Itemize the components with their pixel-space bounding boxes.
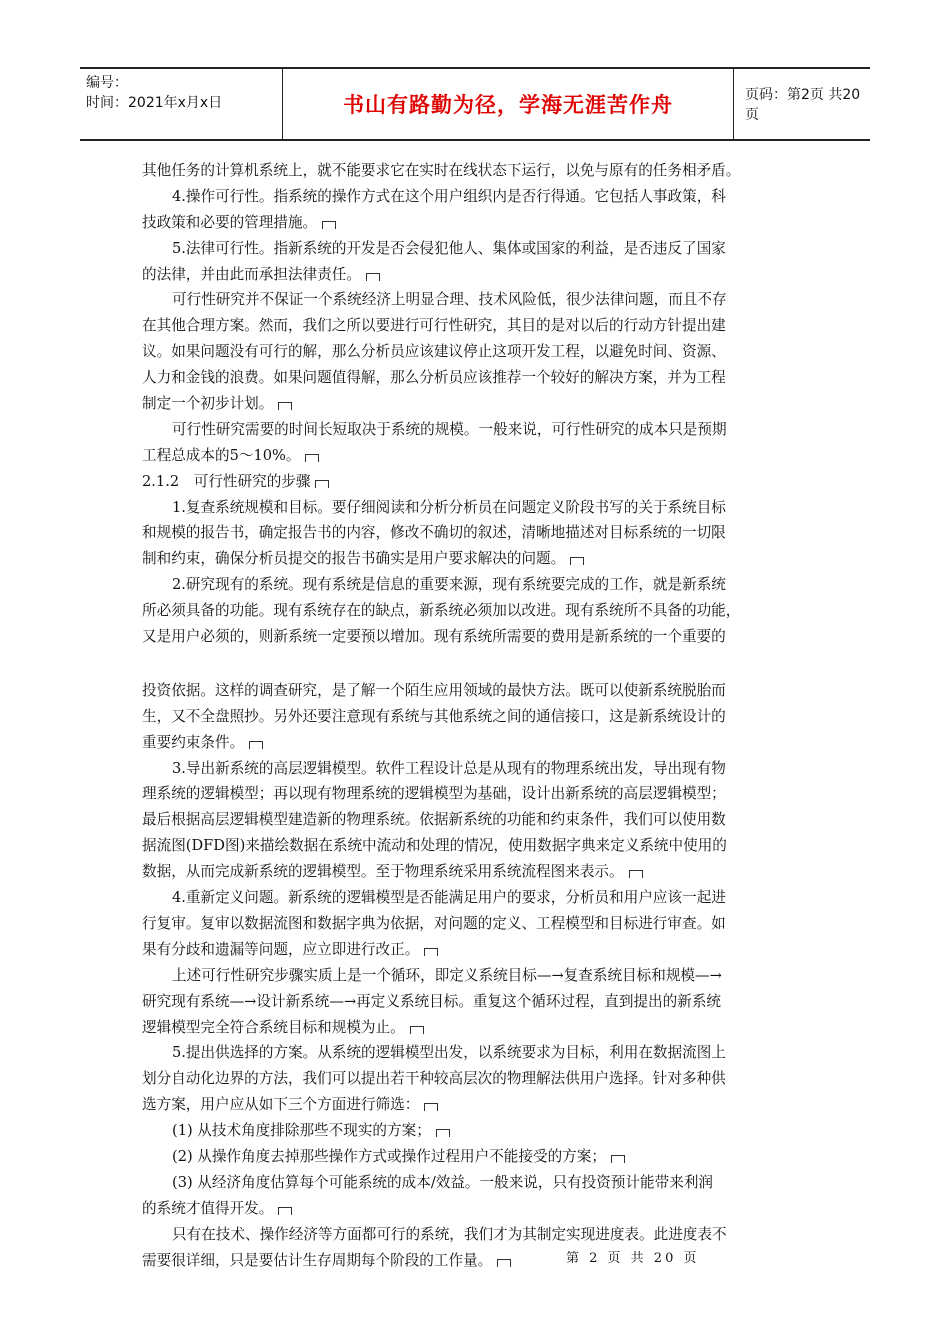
document-body (142, 158, 814, 1273)
text-line: 重要约束条件。 (142, 730, 814, 756)
paragraph-mark-icon (366, 273, 380, 281)
text-line: 只有在技术、操作经济等方面都可行的系统，我们才为其制定实现进度表。此进度表不 (172, 1225, 727, 1243)
blank-gap (142, 650, 814, 678)
text-line: 议。如果问题没有可行的解，那么分析员应该建议停止这项开发工程，以避免时间、资源、 (142, 343, 726, 361)
text-line: 4.操作可行性。指系统的操作方式在这个用户组织内是否行得通。它包括人事政策，科 (172, 187, 726, 205)
text-line: 行复审。复审以数据流图和数据字典为依据，对问题的定义、工程模型和目标进行审查。如 (142, 914, 726, 932)
paragraph-mark-icon (629, 870, 643, 878)
text-line: 在其他合理方案。然而，我们之所以要进行可行性研究，其目的是对以后的行动方针提出建 (142, 317, 726, 335)
list-item: (3) 从经济角度估算每个可能系统的成本/效益。一般来说，只有投资预计能带来利润 (172, 1173, 714, 1191)
text-line: 其他任务的计算机系统上，就不能要求它在实时在线状态下运行，以免与原有的任务相矛盾。 (142, 162, 741, 179)
text-line: 生，又不全盘照抄。另外还要注意现有系统与其他系统之间的通信接口，这是新系统设计的 (142, 707, 726, 725)
text-line: 上述可行性研究步骤实质上是一个循环，即定义系统目标—→复查系统目标和规模—→ (172, 966, 722, 984)
text-line: 需要很详细，只是要估计生存周期每个阶段的工作量。 (142, 1248, 814, 1274)
paragraph-mark-icon (611, 1155, 625, 1163)
text-line: 选方案，用户应从如下三个方面进行筛选： (142, 1092, 814, 1118)
paragraph-mark-icon (436, 1129, 450, 1137)
header-info-cell (80, 69, 283, 139)
text-line: 理系统的逻辑模型；再以现有物理系统的逻辑模型为基础，设计出新系统的高层逻辑模型； (142, 785, 726, 803)
text-line: 数据，从而完成新系统的逻辑模型。至于物理系统采用系统流程图来表示。 (142, 859, 814, 885)
text-line: 制和约束，确保分析员提交的报告书确实是用户要求解决的问题。 (142, 546, 814, 572)
text-line: 据流图(DFD图)来描绘数据在系统中流动和处理的情况，使用数据字典来定义系统中使用的 (142, 837, 727, 855)
text-line: 研究现有系统—→设计新系统—→再定义系统目标。重复这个循环过程，直到提出的新系统 (142, 992, 722, 1010)
motto-text: 书山有路勤为径，学海无涯苦作舟 (343, 93, 673, 117)
paragraph-mark-icon (570, 557, 584, 565)
text-line: 工程总成本的5～10%。 (142, 443, 814, 469)
paragraph-mark-icon (410, 1026, 424, 1034)
paragraph-mark-icon (497, 1259, 511, 1267)
text-line: 3.导出新系统的高层逻辑模型。软件工程设计总是从现有的物理系统出发，导出现有物 (172, 759, 726, 777)
text-line: 可行性研究并不保证一个系统经济上明显合理、技术风险低，很少法律问题，而且不存 (172, 291, 727, 309)
date-label: 时间：2021年x月x日 (86, 95, 223, 111)
text-line: 的法律，并由此而承担法律责任。 (142, 262, 814, 288)
text-line: 最后根据高层逻辑模型建造新的物理系统。依据新系统的功能和约束条件，我们可以使用数 (142, 811, 726, 829)
text-line: 制定一个初步计划。 (142, 391, 814, 417)
text-line: 的系统才值得开发。 (142, 1196, 814, 1222)
text-line: 1.复查系统规模和目标。要仔细阅读和分析分析员在问题定义阶段书写的关于系统目标 (172, 498, 726, 516)
paragraph-mark-icon (424, 1103, 438, 1111)
paragraph-mark-icon (278, 1207, 292, 1215)
page-footer: 第 2 页 共 20 页 (566, 1251, 700, 1266)
text-line: 逻辑模型完全符合系统目标和规模为止。 (142, 1015, 814, 1041)
text-line: 划分自动化边界的方法，我们可以提出若干种较高层次的物理解法供用户选择。针对多种供 (142, 1070, 726, 1088)
text-line: 人力和金钱的浪费。如果问题值得解，那么分析员应该推荐一个较好的解决方案，并为工程 (142, 369, 726, 387)
text-line: 可行性研究需要的时间长短取决于系统的规模。一般来说，可行性研究的成本只是预期 (172, 420, 727, 438)
text-line: 技政策和必要的管理措施。 (142, 210, 814, 236)
list-item: (1) 从技术角度排除那些不现实的方案； (142, 1118, 814, 1144)
text-line: 5.提出供选择的方案。从系统的逻辑模型出发，以系统要求为目标，利用在数据流图上 (172, 1044, 726, 1062)
paragraph-mark-icon (278, 402, 292, 410)
list-item: (2) 从操作角度去掉那些操作方式或操作过程用户不能接受的方案； (142, 1144, 814, 1170)
paragraph-mark-icon (322, 221, 336, 229)
text-line: 又是用户必须的，则新系统一定要预以增加。现有系统所需要的费用是新系统的一个重要的 (142, 628, 726, 646)
text-line: 投资依据。这样的调查研究，是了解一个陌生应用领域的最快方法。既可以使新系统脱胎而 (142, 681, 726, 699)
motto-cell (283, 69, 734, 139)
document-number-label: 编号： (86, 75, 128, 91)
text-line: 果有分歧和遗漏等问题，应立即进行改正。 (142, 937, 814, 963)
text-line: 4.重新定义问题。新系统的逻辑模型是否能满足用户的要求，分析员和用户应该一起进 (172, 889, 726, 907)
text-line: 所必须具备的功能。现有系统存在的缺点，新系统必须加以改进。现有系统所不具备的功能， (142, 602, 741, 620)
paragraph-mark-icon (305, 454, 319, 462)
section-heading: 2.1.2 可行性研究的步骤 (142, 469, 814, 495)
text-line: 和规模的报告书，确定报告书的内容，修改不确切的叙述，清晰地描述对目标系统的一切限 (142, 524, 726, 542)
paragraph-mark-icon (249, 741, 263, 749)
paragraph-mark-icon (315, 480, 329, 488)
paragraph-mark-icon (424, 948, 438, 956)
text-line: 5.法律可行性。指新系统的开发是否会侵犯他人、集体或国家的利益，是否违反了国家 (172, 239, 726, 257)
page-header (80, 67, 870, 141)
page-number-label: 页码：第2页 共20页 (745, 87, 861, 123)
page-number-cell (733, 69, 870, 139)
text-line: 2.研究现有的系统。现有系统是信息的重要来源，现有系统要完成的工作，就是新系统 (172, 576, 726, 594)
